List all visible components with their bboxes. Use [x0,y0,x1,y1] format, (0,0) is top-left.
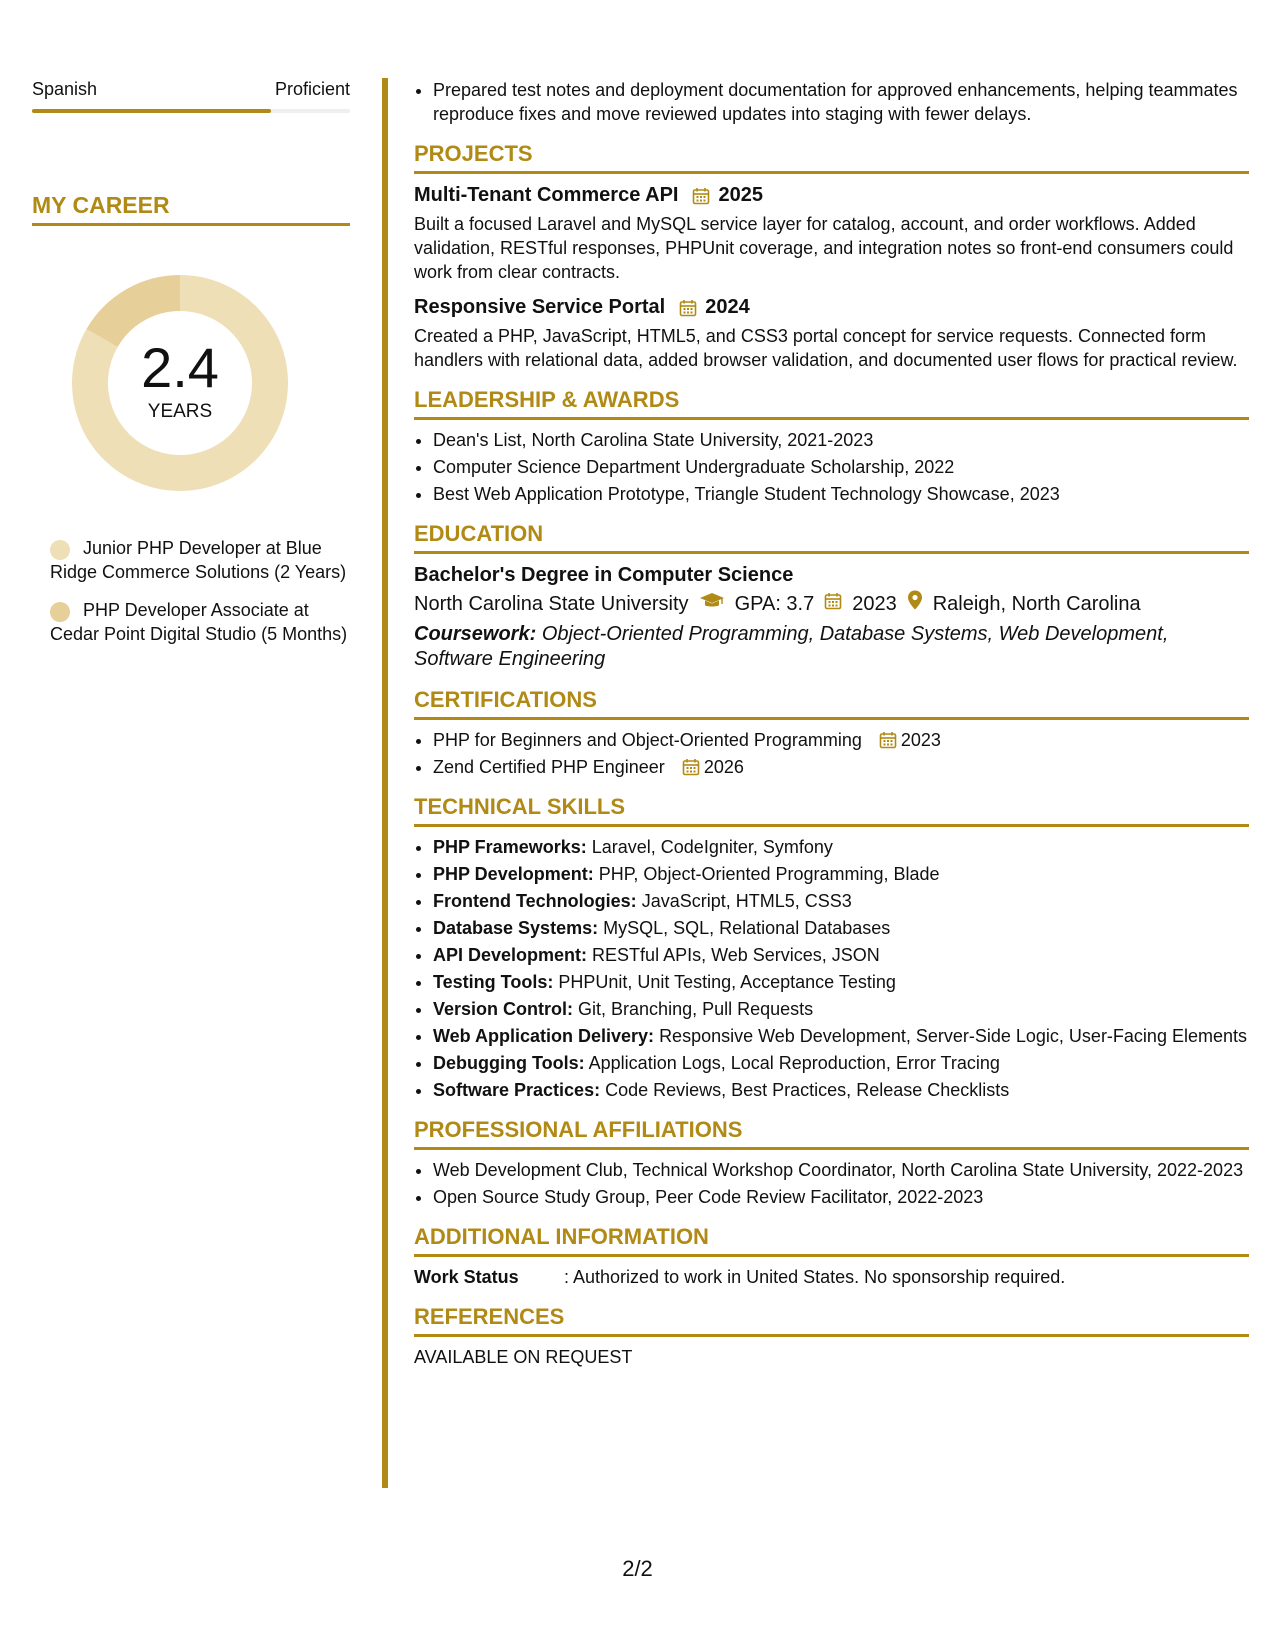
experience-unit: YEARS [147,401,213,422]
experience-donut [65,268,295,498]
education-heading: EDUCATION [414,520,1249,554]
skills-list [414,835,1249,1102]
skill-label: PHP Development: [433,864,594,884]
skill-item [433,997,1249,1021]
skill-value: PHPUnit, Unit Testing, Acceptance Testing [558,972,896,992]
skill-label: Database Systems: [433,918,599,938]
skill-item [433,862,1249,886]
skill-item [433,1051,1249,1075]
graduation-cap-icon [699,590,725,618]
skill-label: Testing Tools: [433,972,554,992]
education-coursework [414,622,1249,672]
right-column [414,78,1249,1369]
certification-year: 2023 [900,730,941,750]
calendar-icon [879,731,897,749]
career-legend-item [50,536,350,584]
skill-label: PHP Frameworks: [433,837,587,857]
skill-item [433,889,1249,913]
project-description: Created a PHP, JavaScript, HTML5, and CSS3 portal concept for service requests. Connected form handlers with relational data, added browser validation, and documented user flows for practical review. [414,326,1238,370]
skill-label: Web Application Delivery: [433,1026,655,1046]
skills-heading: TECHNICAL SKILLS [414,793,1249,827]
calendar-icon [679,298,697,316]
project-item [414,294,1249,372]
project-name: Multi-Tenant Commerce API [414,184,679,206]
skill-value: PHP, Object-Oriented Programming, Blade [598,864,940,884]
education-details [414,590,1249,618]
page-number: 2/2 [622,1556,653,1581]
work-status-value: : Authorized to work in United States. No sponsorship required. [564,1267,1066,1287]
education-degree: Bachelor's Degree in Computer Science [414,564,794,586]
experience-bullet: • Prepared test notes and deployment documentation for approved enhancements, helping teammates reproduce fixes and move reviewed updates into staging with fewer delays. [433,78,1249,126]
references-heading: REFERENCES [414,1303,1249,1337]
leadership-item: • Best Web Application Prototype, Triangle Student Technology Showcase, 2023 [433,482,1249,506]
references-text: AVAILABLE ON REQUEST [414,1347,633,1367]
leadership-item: • Computer Science Department Undergraduate Scholarship, 2022 [433,455,1249,479]
additional-info-heading: ADDITIONAL INFORMATION [414,1223,1249,1257]
career-legend-label: PHP Developer Associate at Cedar Point Digital Studio (5 Months) [50,600,348,644]
skill-item [433,835,1249,859]
education-gpa: GPA: 3.7 [734,593,815,615]
language-row [32,78,350,100]
certification-item [433,728,1249,752]
certifications-heading: CERTIFICATIONS [414,686,1249,720]
coursework-label: Coursework: [414,623,537,645]
legend-dot [50,540,70,560]
skill-label: API Development: [433,945,588,965]
column-divider [382,78,388,1488]
experience-donut-center [65,268,295,498]
affiliation-item: • Open Source Study Group, Peer Code Review Facilitator, 2022-2023 [433,1185,1249,1209]
language-proficiency-fill [32,109,271,113]
calendar-icon [682,758,700,776]
skill-value: Git, Branching, Pull Requests [578,999,814,1019]
skill-value: Application Logs, Local Reproduction, Error Tracing [588,1053,1000,1073]
calendar-icon [692,186,710,204]
language-level: Proficient [274,79,350,99]
certification-item [433,755,1249,779]
language-name: Spanish [32,79,98,99]
work-status-label: Work Status [414,1267,519,1287]
certifications-list [414,728,1249,779]
project-year: 2024 [705,296,750,318]
education-year: 2023 [852,593,897,615]
skill-label: Debugging Tools: [433,1053,585,1073]
skill-item [433,943,1249,967]
coursework-value: Object-Oriented Programming, Database Systems, Web Development, Software Engineering [414,623,1169,670]
career-heading: MY CAREER [32,191,350,226]
skill-value: JavaScript, HTML5, CSS3 [641,891,852,911]
leadership-heading: LEADERSHIP & AWARDS [414,386,1249,420]
skill-label: Frontend Technologies: [433,891,637,911]
certification-name: Zend Certified PHP Engineer [433,757,665,777]
project-year: 2025 [718,184,763,206]
skill-label: Software Practices: [433,1080,601,1100]
education-location: Raleigh, North Carolina [932,593,1141,615]
location-pin-icon [907,590,923,618]
certification-year: 2026 [703,757,744,777]
experience-total: 2.4 [141,336,219,399]
skill-value: Responsive Web Development, Server-Side Logic, User-Facing Elements [659,1026,1247,1046]
affiliations-heading: PROFESSIONAL AFFILIATIONS [414,1116,1249,1150]
skill-value: MySQL, SQL, Relational Databases [603,918,891,938]
education-school: North Carolina State University [414,593,689,615]
affiliations-list [414,1158,1249,1209]
project-description: Built a focused Laravel and MySQL service layer for catalog, account, and order workflows. Added validation, RESTful responses, PHPUnit coverage, and integration notes so front-end consumers could work from clear contracts. [414,214,1234,282]
skill-label: Version Control: [433,999,574,1019]
career-legend [32,536,350,646]
skill-item [433,970,1249,994]
affiliation-item: • Web Development Club, Technical Workshop Coordinator, North Carolina State University, 2022-2023 [433,1158,1249,1182]
leadership-list [414,428,1249,506]
skill-item [433,916,1249,940]
certification-name: PHP for Beginners and Object-Oriented Programming [433,730,862,750]
career-legend-label: Junior PHP Developer at Blue Ridge Commerce Solutions (2 Years) [50,538,347,582]
skill-item [433,1078,1249,1102]
legend-dot [50,602,70,622]
skill-value: Code Reviews, Best Practices, Release Checklists [605,1080,1010,1100]
experience-bullets [414,78,1249,126]
left-column [32,78,350,660]
career-legend-item [50,598,350,646]
skill-value: Laravel, CodeIgniter, Symfony [591,837,833,857]
project-item [414,182,1249,284]
work-status-row [414,1265,1249,1289]
leadership-item: • Dean's List, North Carolina State University, 2021-2023 [433,428,1249,452]
skill-value: RESTful APIs, Web Services, JSON [592,945,880,965]
project-name: Responsive Service Portal [414,296,666,318]
language-proficiency-bar [32,109,350,113]
skill-item [433,1024,1249,1048]
calendar-icon [824,590,842,618]
projects-heading: PROJECTS [414,140,1249,174]
